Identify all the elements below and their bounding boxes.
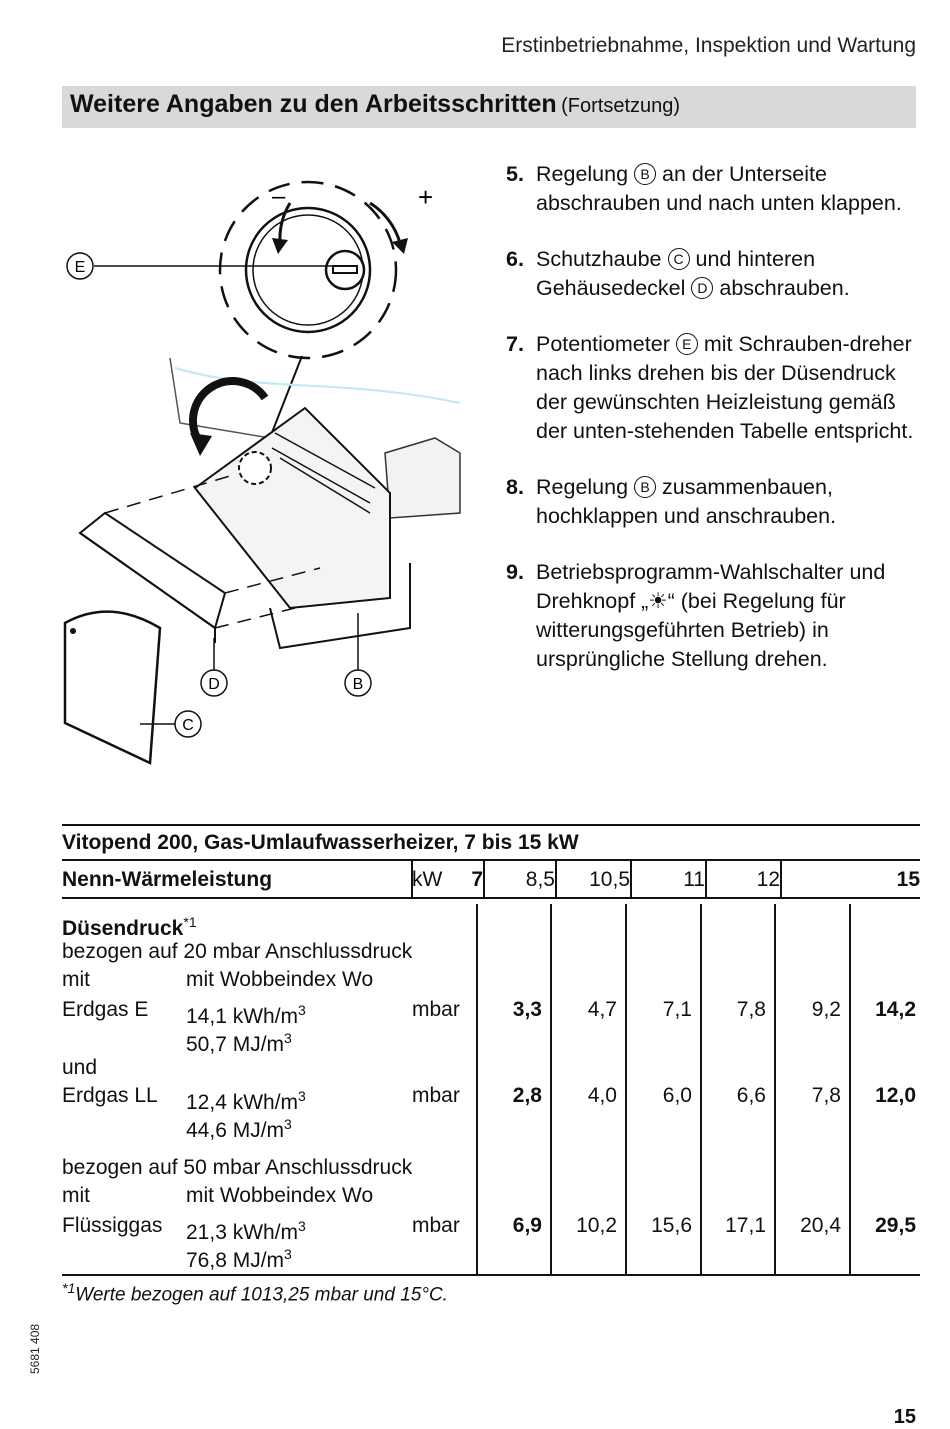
document-code: 5681 408 [28,1323,42,1374]
duesendruck-text: Düsendruck [62,917,184,940]
gas-mj [186,1110,292,1145]
gas-name: Erdgas E [62,998,149,1021]
unit-mbar: mbar [412,1214,460,1237]
illustration-svg [40,158,490,778]
cell-value: 29,5 [875,1214,916,1237]
superscript: 3 [284,1030,292,1046]
cell-value: 6,0 [662,1084,692,1107]
step-text: an der Unterseite abschrauben und nach unten klappen. [536,162,902,215]
header-value: 7 [412,861,484,898]
step-6 [506,245,926,303]
protective-hood [65,612,160,763]
group2-wobbe: mit Wobbeindex Wo [186,1184,374,1207]
footnote-ref: *1 [62,1280,76,1296]
cell-value: 7,8 [811,1084,841,1107]
und-label: und [62,1056,98,1079]
cell-value: 6,6 [736,1084,766,1107]
group2-basis: bezogen auf 50 mbar Anschlussdruck [62,1156,413,1179]
superscript: 3 [298,1088,306,1104]
callout-label-e: E [74,259,86,276]
cell-value: 20,4 [800,1214,841,1237]
step-text: abschrauben. [719,276,850,300]
cell-value: 7,1 [662,998,692,1021]
col-divider [774,904,776,1276]
step-5 [506,160,926,218]
gas-name: Erdgas LL [62,1084,158,1107]
header-value: 8,5 [484,861,556,898]
header-value: 12 [706,861,781,898]
step-7 [506,330,926,446]
group1-basis: bezogen auf 20 mbar Anschlussdruck [62,940,413,963]
step-number: 7. [506,332,524,356]
section-title: Weitere Angaben zu den Arbeitsschritten [70,90,557,118]
step-text: und hinteren Gehäusedeckel [536,247,816,300]
cell-value: 7,8 [736,998,766,1021]
step-text: Betriebsprogramm-Wahlschalter und Drehknopf „ [536,560,886,613]
superscript: 3 [284,1116,292,1132]
col-divider [849,904,851,1276]
minus-arrowhead [272,238,288,254]
rotate-arrow [193,381,265,443]
minus-label: – [272,183,286,210]
header-value: 15 [781,861,920,898]
kwh-text: 14,1 kWh/m [186,1005,299,1028]
superscript: 3 [298,1002,306,1018]
cell-value: 14,2 [875,998,916,1021]
header-value: 11 [631,861,706,898]
cell-value: 15,6 [651,1214,692,1237]
sun-icon: ☀ [648,589,668,613]
footnote-marker: *1 [183,914,197,930]
cell-value: 6,9 [512,1214,542,1237]
superscript: 3 [298,1218,306,1234]
step-text: Regelung [536,162,629,186]
step-text: Regelung [536,475,629,499]
header-value: 10,5 [556,861,631,898]
table-body [62,904,920,1276]
mj-text: 76,8 MJ/m [186,1249,285,1272]
col-divider [625,904,627,1276]
superscript: 3 [284,1246,292,1262]
group1-wobbe: mit Wobbeindex Wo [186,968,374,991]
unit-mbar: mbar [412,998,460,1021]
page-number: 15 [893,1406,916,1428]
step-number: 9. [506,560,524,584]
section-title-bar [62,86,916,128]
callout-label-d: D [208,676,220,693]
step-text: Schutzhaube [536,247,662,271]
group2-mit: mit [62,1184,90,1207]
header-unit: kW [412,868,443,891]
cell-value: 3,3 [512,998,542,1021]
callout-label-c: C [182,717,194,734]
callout-label-b: B [352,676,364,693]
screw-slot [333,266,357,273]
rotate-arrowhead [190,433,212,456]
step-text: zusammenbauen, hochklappen und anschrauben. [536,475,837,528]
table-header-row [62,861,920,898]
footnote-text: Werte bezogen auf 1013,25 mbar und 15°C. [75,1284,448,1306]
cell-value: 12,0 [875,1084,916,1107]
ref-circle-b: B [634,476,656,498]
bracket-shape [385,438,460,518]
cell-value: 17,1 [725,1214,766,1237]
step-8 [506,473,926,531]
mj-text: 44,6 MJ/m [186,1119,285,1142]
ref-circle-d: D [691,277,713,299]
kwh-text: 12,4 kWh/m [186,1091,299,1114]
col-divider [476,904,478,1276]
step-text: mit Schrauben-dreher nach links drehen bis der Düsendruck der gewünschten Heizleistung gemäß der unten-stehenden Tabelle entspricht. [536,332,914,443]
cell-value: 4,0 [587,1084,617,1107]
mj-text: 50,7 MJ/m [186,1033,285,1056]
plus-arrowhead [392,238,408,254]
unit-mbar: mbar [412,1084,460,1107]
plus-arc [370,203,400,243]
step-number: 6. [506,247,524,271]
col-divider [700,904,702,1276]
step-9 [506,558,926,674]
cell-value: 10,2 [576,1214,617,1237]
footnote [62,1280,448,1306]
cell-value: 2,8 [512,1084,542,1107]
step-number: 5. [506,162,524,186]
technical-illustration [40,158,490,778]
nozzle-pressure-table [62,824,920,899]
section-subtitle: (Fortsetzung) [561,95,681,117]
cell-value: 9,2 [811,998,841,1021]
kwh-text: 21,3 kWh/m [186,1221,299,1244]
plus-label: + [418,182,434,212]
device-potentiometer [239,452,271,484]
hood-screw [70,628,76,634]
cell-value: 4,7 [587,998,617,1021]
running-head: Erstinbetriebnahme, Inspektion und Wartung [501,34,916,57]
data-table [62,861,920,899]
gas-mj [186,1240,292,1275]
step-text: Potentiometer [536,332,670,356]
ref-circle-e: E [676,333,698,355]
ref-circle-b: B [634,163,656,185]
header-label: Nenn-Wärmeleistung [62,868,273,891]
col-divider [550,904,552,1276]
gas-name: Flüssiggas [62,1214,163,1237]
instruction-steps [506,160,926,701]
ref-circle-c: C [668,248,690,270]
table-caption: Vitopend 200, Gas-Umlaufwasserheizer, 7 bis 15 kW [62,824,920,861]
gas-mj [186,1024,292,1059]
group1-mit: mit [62,968,90,991]
step-number: 8. [506,475,524,499]
step-text: “ (bei Regelung für witterungsgeführten Betrieb) in ursprüngliche Stellung drehen. [536,589,846,671]
